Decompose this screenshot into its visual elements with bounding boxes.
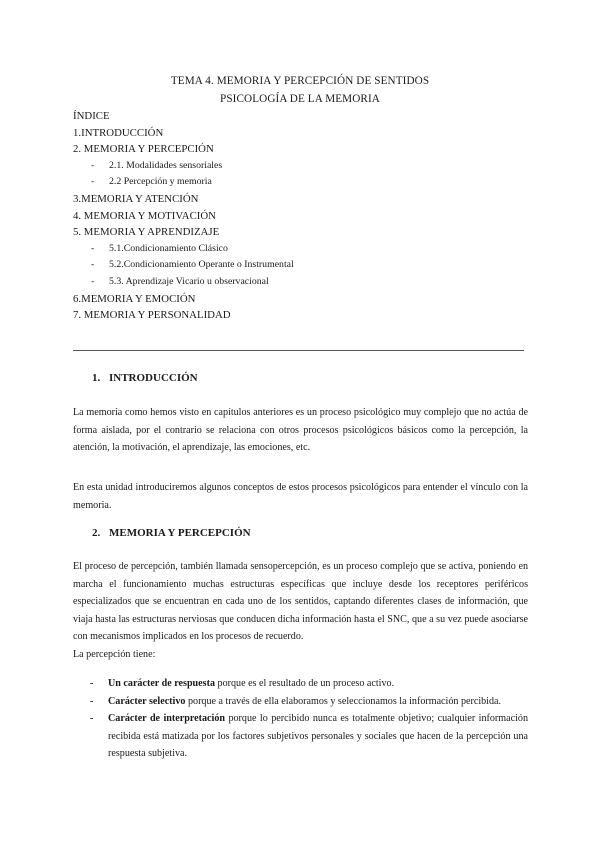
bullet-marker: - — [90, 678, 94, 689]
toc-heading: ÍNDICE — [73, 110, 110, 122]
toc-subitem — [73, 274, 533, 291]
toc-subitem-label: 5.1.Condicionamiento Clásico — [109, 242, 228, 254]
section-heading — [92, 527, 251, 539]
list-item — [90, 710, 528, 763]
section-title: INTRODUCCIÓN — [109, 372, 198, 384]
toc-subitem — [73, 158, 533, 175]
toc-subitem-label: 2.1. Modalidades sensoriales — [109, 159, 223, 171]
toc-subitem-label: 2.2 Percepción y memoria — [109, 176, 212, 188]
list-item-rest: porque a través de ella elaboramos y seleccionamos la información percibida. — [185, 695, 502, 707]
toc-item-memoria-personalidad: 7. MEMORIA Y PERSONALIDAD — [73, 309, 231, 322]
section-title: MEMORIA Y PERCEPCIÓN — [109, 527, 251, 539]
list-item-text — [108, 710, 528, 763]
toc-sub-marker: - — [91, 275, 95, 287]
toc-subitem-label: 5.2.Condicionamiento Operante o Instrumental — [109, 259, 294, 271]
toc-subitem — [73, 241, 533, 258]
list-item — [90, 693, 528, 711]
paragraph: El proceso de percepción, también llamada sensopercepción, es un proceso complejo que se activa, poniendo en marcha el funcionamiento muchas estructuras específicas que incluye desde los receptores periféricos especializados que se encuentran en cada uno de los sentidos, captando diferentes clases de información, que viaja hasta las estructuras nerviosas que conducen dicha información hasta el SNC, que a su vez puede asociarse con mecanismos implicados en los procesos de recuerdo. — [73, 561, 528, 643]
horizontal-divider — [73, 350, 524, 351]
section-heading — [92, 372, 198, 384]
section-number: 1. — [92, 372, 101, 384]
toc-item-memoria-motivacion: 4. MEMORIA Y MOTIVACIÓN — [73, 209, 216, 222]
section-number: 2. — [92, 527, 101, 539]
table-of-contents — [73, 108, 533, 324]
toc-sub-marker: - — [91, 259, 95, 271]
toc-item-introduccion: 1.INTRODUCCIÓN — [73, 126, 164, 139]
toc-sub-marker: - — [91, 159, 95, 171]
toc-subitem-label: 5.3. Aprendizaje Vicario u observacional — [109, 275, 269, 287]
paragraph: En esta unidad introduciremos algunos conceptos de estos procesos psicológicos para entender el vínculo con la memoria. — [73, 482, 528, 511]
list-item-text — [108, 693, 528, 711]
document-subtitle: PSICOLOGÍA DE LA MEMORIA — [220, 93, 380, 105]
toc-subitem — [73, 257, 533, 274]
bullet-marker: - — [90, 695, 94, 707]
list-item-rest: porque lo percibido nunca es totalmente objetivo; cualquier información recibida está matizada por los factores subjetivos personales y sociales que hacen de la percepción una respuesta subjetiva. — [108, 713, 528, 760]
list-item-rest: porque es el resultado de un proceso activo. — [215, 678, 395, 689]
list-item-bold: Un carácter de respuesta — [108, 678, 215, 689]
paragraph: La percepción tiene: — [73, 649, 156, 660]
toc-subitem — [73, 174, 533, 191]
list-item-bold: Carácter selectivo — [108, 695, 186, 707]
list-item-bold: Carácter de interpretación — [108, 713, 225, 725]
paragraph: La memoria como hemos visto en capítulos anteriores es un proceso psicológico muy complejo que no actúa de forma aislada, por el contrario se relaciona con otros procesos psicológicos básicos como la percepción, la atención, la motivación, el aprendizaje, las emociones, etc. — [73, 407, 528, 454]
bullet-marker: - — [90, 713, 94, 725]
list-item — [90, 675, 528, 693]
toc-sub-marker: - — [91, 176, 95, 188]
toc-item-memoria-emocion: 6.MEMORIA Y EMOCIÓN — [73, 292, 196, 305]
toc-item-memoria-atencion: 3.MEMORIA Y ATENCIÓN — [73, 192, 199, 205]
bullet-list — [90, 675, 528, 763]
toc-item-memoria-percepcion: 2. MEMORIA Y PERCEPCIÓN — [73, 143, 214, 156]
toc-item-memoria-aprendizaje: 5. MEMORIA Y APRENDIZAJE — [73, 226, 220, 239]
document-title: TEMA 4. MEMORIA Y PERCEPCIÓN DE SENTIDOS — [170, 75, 430, 87]
list-item-text — [108, 675, 528, 693]
toc-sub-marker: - — [91, 242, 95, 254]
